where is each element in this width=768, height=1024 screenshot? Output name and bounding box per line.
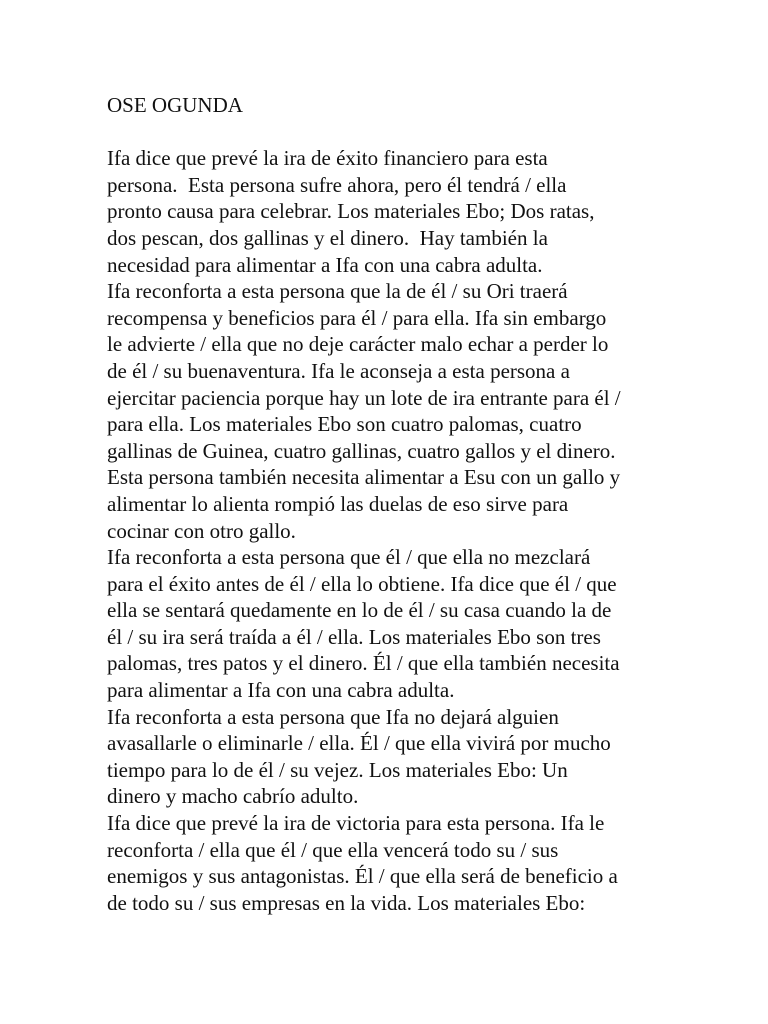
text-line: ella se sentará quedamente en lo de él / su casa cuando la de: [107, 598, 612, 623]
text-line: Ifa dice que prevé la ira de victoria para esta persona. Ifa le: [107, 811, 605, 836]
text-line: Esta persona también necesita alimentar a Esu con un gallo y: [107, 465, 621, 490]
text-line: para el éxito antes de él / ella lo obtiene. Ifa dice que él / que: [107, 571, 617, 596]
text-line: necesidad para alimentar a Ifa con una cabra adulta.: [107, 252, 543, 277]
text-line: tiempo para lo de él / su vejez. Los materiales Ebo: Un: [107, 757, 568, 782]
text-line: pronto causa para celebrar. Los materiales Ebo; Dos ratas,: [107, 199, 595, 224]
text-line: Ifa reconforta a esta persona que él / que ella no mezclará: [107, 545, 591, 570]
text-line: reconforta / ella que él / que ella vencerá todo su / sus: [107, 837, 559, 862]
text-line: palomas, tres patos y el dinero. Él / que ella también necesita: [107, 651, 620, 676]
document-title: OSE OGUNDA: [107, 93, 243, 117]
text-line: le advierte / ella que no deje carácter malo echar a perder lo: [107, 332, 609, 357]
text-line: ejercitar paciencia porque hay un lote de ira entrante para él /: [107, 385, 621, 410]
text-line: dinero y macho cabrío adulto.: [107, 784, 359, 809]
text-line: dos pescan, dos gallinas y el dinero. Hay también la: [107, 225, 548, 250]
text-line: cocinar con otro gallo.: [107, 518, 296, 543]
text-line: enemigos y sus antagonistas. Él / que ella será de beneficio a: [107, 864, 618, 889]
text-line: Ifa reconforta a esta persona que Ifa no dejará alguien: [107, 704, 559, 729]
text-line: recompensa y beneficios para él / para ella. Ifa sin embargo: [107, 305, 607, 330]
text-line: Ifa dice que prevé la ira de éxito financiero para esta: [107, 146, 548, 171]
text-line: de todo su / sus empresas en la vida. Los materiales Ebo:: [107, 890, 586, 915]
text-line: para alimentar a Ifa con una cabra adulta.: [107, 678, 455, 703]
document-text: [107, 145, 667, 916]
text-line: él / su ira será traída a él / ella. Los materiales Ebo son tres: [107, 624, 601, 649]
text-line: de él / su buenaventura. Ifa le aconseja a esta persona a: [107, 358, 570, 383]
text-line: gallinas de Guinea, cuatro gallinas, cuatro gallos y el dinero.: [107, 438, 616, 463]
text-line: alimentar lo alienta rompió las duelas de eso sirve para: [107, 491, 569, 516]
paragraph-spacer: [107, 119, 667, 146]
document-body: [107, 92, 667, 916]
text-line: persona. Esta persona sufre ahora, pero él tendrá / ella: [107, 172, 567, 197]
text-line: Ifa reconforta a esta persona que la de él / su Ori traerá: [107, 279, 568, 304]
text-line: avasallarle o eliminarle / ella. Él / que ella vivirá por mucho: [107, 731, 611, 756]
text-line: para ella. Los materiales Ebo son cuatro palomas, cuatro: [107, 412, 582, 437]
